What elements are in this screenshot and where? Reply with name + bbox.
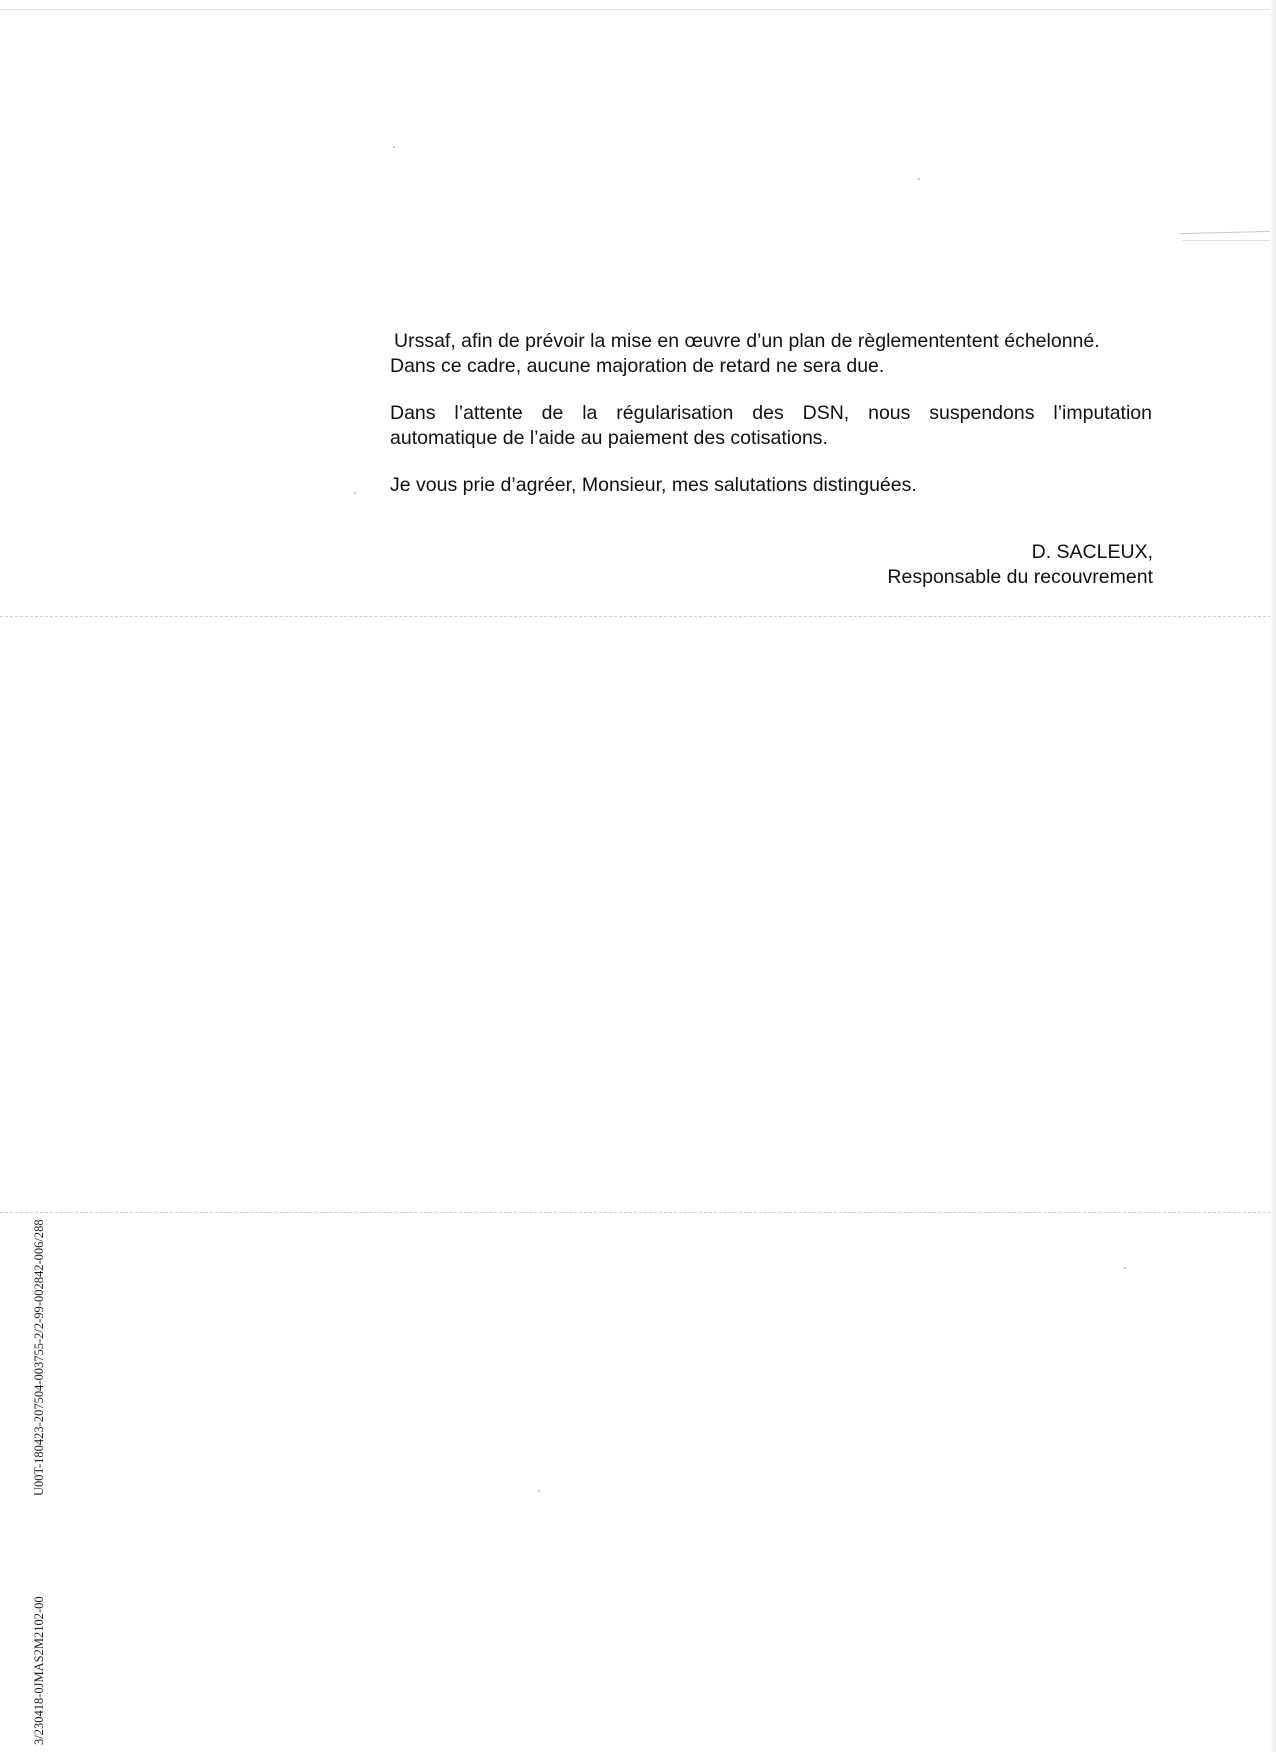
margin-print-code: 3/230418-0JMAS2M2102-00 [32,1596,46,1745]
paragraph-line: Dans l’attente de la régularisation des DSN, nous suspendons l’imputation [390,402,1152,424]
fold-line-upper [0,616,1276,617]
paragraph-dsn-regularisation [390,401,1152,451]
scan-speck [1124,1267,1126,1269]
scan-speck [538,1490,540,1492]
scan-speck [393,146,395,148]
fold-line-lower [0,1212,1276,1213]
signatory-name: D. SACLEUX, [1031,541,1153,563]
paragraph-line: automatique de l’aide au paiement des cotisations. [390,427,828,449]
letter-body [390,329,1152,520]
signatory-title: Responsable du recouvrement [887,566,1153,588]
scan-speck [354,492,356,494]
margin-reference-code: U00T-180423-207504-003755-2/2-99-002842-006/288 [32,1219,46,1496]
paragraph-closing [390,473,1152,498]
signature-block [887,540,1153,590]
paragraph-line: Dans ce cadre, aucune majoration de retard ne sera due. [390,355,885,377]
page-right-edge [1270,0,1276,1752]
paragraph-payment-plan [390,329,1152,379]
fold-mark-right [1180,231,1270,234]
paragraph-line: Urssaf, afin de prévoir la mise en œuvre d’un plan de règlemententent échelonné. [394,330,1100,352]
paragraph-line: Je vous prie d’agréer, Monsieur, mes salutations distinguées. [390,474,917,496]
scan-speck [918,178,920,180]
top-edge-line [0,9,1276,10]
fold-mark-right-2 [1182,240,1270,241]
